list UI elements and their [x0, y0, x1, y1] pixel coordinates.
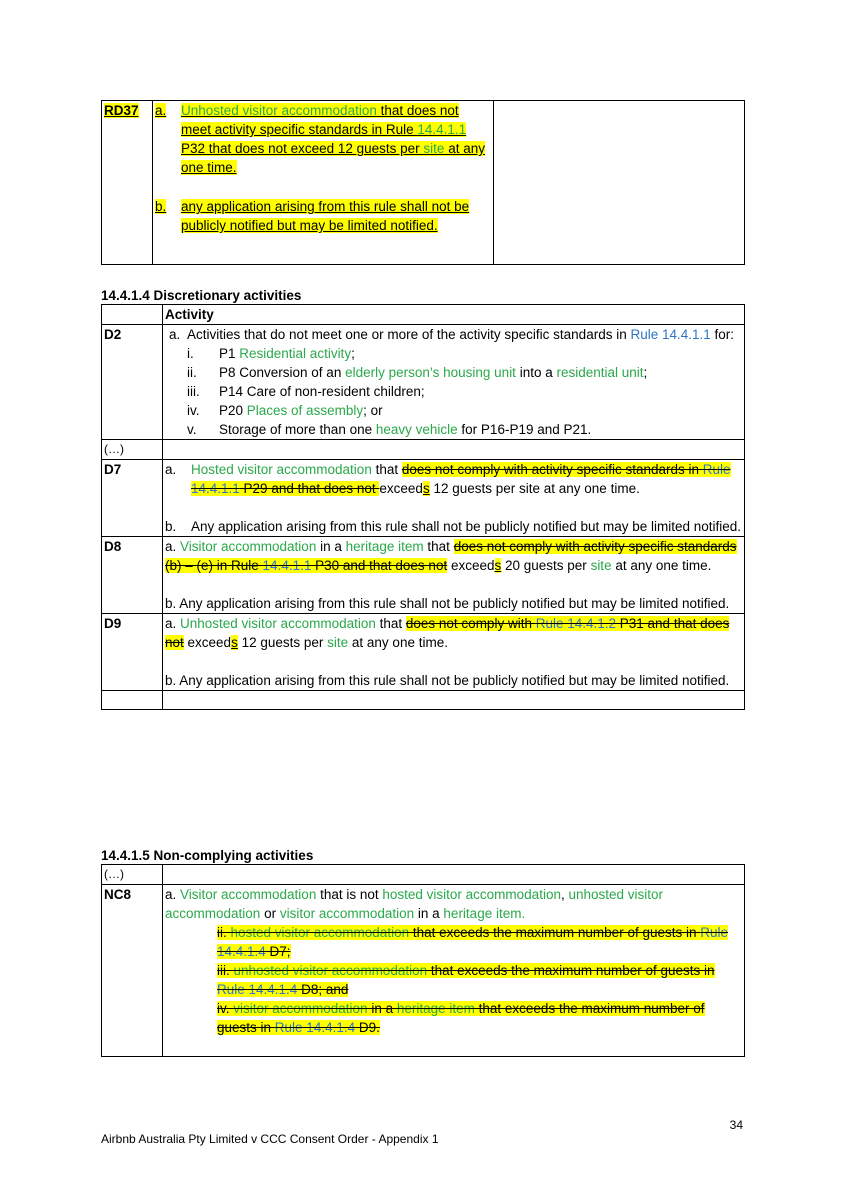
noncomplying-table [101, 864, 745, 1057]
d2-item-iii [187, 382, 742, 401]
rd37-code: RD37 [104, 103, 139, 118]
nc8-code-cell [102, 885, 163, 1057]
strike: P30 and that does not [311, 558, 448, 573]
t: 12 guests per site at any one time. [429, 481, 640, 496]
t: P8 Conversion of an [219, 365, 346, 380]
num: i. [187, 346, 194, 361]
va-link[interactable]: visitor accommodation [279, 906, 415, 921]
va-link[interactable]: visitor accommodation [233, 1001, 368, 1016]
t: D8; and [297, 982, 349, 997]
strike: does not comply with [405, 616, 536, 631]
nc8-item-a [165, 885, 742, 923]
t: ; or [363, 403, 383, 418]
rule-link[interactable]: Rule 14.4.1.4 [217, 982, 298, 997]
t: ; [643, 365, 648, 380]
t: at any one time. [611, 558, 712, 573]
d2-item-a [169, 325, 742, 439]
site-link[interactable]: site [423, 141, 445, 156]
d9-code-cell [102, 614, 163, 691]
num: iii. [187, 384, 200, 399]
num: ii. [187, 365, 197, 380]
nc8-item-iii [217, 961, 742, 999]
page-number: 34 [729, 1118, 743, 1132]
rd37-a-text: that does not meet activity specific standards in Rule [181, 103, 459, 137]
t: for P16-P19 and P21. [457, 422, 592, 437]
residential-unit-link[interactable]: residential unit [556, 365, 644, 380]
elderly-housing-link[interactable]: elderly person’s housing unit [345, 365, 516, 380]
ins: s [422, 481, 430, 496]
heritage-item-link[interactable]: heritage item [345, 539, 424, 554]
t: , [560, 887, 569, 902]
d9-text-cell [163, 614, 745, 691]
num: v. [187, 422, 197, 437]
nc8-text-cell [163, 885, 745, 1057]
t: that exceeds the maximum number of guests in [217, 1001, 705, 1035]
t: a. [165, 887, 181, 902]
d9-item-a [165, 614, 742, 652]
rd37-a-text3: at any one time. [181, 141, 485, 175]
nc-ellipsis-cell [102, 865, 163, 885]
unhosted-va-link[interactable]: unhosted visitor accommodation [233, 963, 428, 978]
heavy-vehicle-link[interactable]: heavy vehicle [375, 422, 458, 437]
t: a. [165, 616, 181, 631]
t: P1 [219, 346, 240, 361]
d2-code-cell [102, 325, 163, 440]
t: iv. [217, 1001, 234, 1016]
t: ; [351, 346, 355, 361]
d7-text-cell [163, 460, 745, 537]
ins: s [494, 558, 502, 573]
d7-b-label: b. [165, 519, 177, 534]
rd37-b-text: any application arising from this rule shall not be publicly notified but may be limited notified. [181, 199, 470, 233]
blank-cell [163, 691, 745, 710]
t: in a [367, 1001, 397, 1016]
nc8-item-iv [217, 999, 742, 1037]
t: iii. [217, 963, 234, 978]
discretionary-heading: 14.4.1.4 Discretionary activities [101, 288, 302, 303]
d9-rule-link[interactable]: Rule 14.4.1.2 [535, 616, 617, 631]
nc8-code: NC8 [104, 887, 132, 902]
t: in a [316, 539, 346, 554]
va-link[interactable]: Visitor accommodation [180, 539, 317, 554]
rd37-item-a [155, 101, 491, 177]
d7-a-label: a. [165, 462, 177, 477]
d9-code: D9 [104, 616, 122, 631]
d8-code: D8 [104, 539, 122, 554]
t: that [423, 539, 454, 554]
d7-rule-link[interactable]: Rule 14.4.1.1 [191, 462, 731, 496]
t: that is not [316, 887, 383, 902]
d7-b-text: Any application arising from this rule shall not be publicly notified but may be limited notified. [191, 519, 742, 534]
t: exceed [183, 635, 232, 650]
t: into a [515, 365, 557, 380]
t: or [260, 906, 280, 921]
ins: s [231, 635, 238, 650]
t: exceed [447, 558, 495, 573]
site-link[interactable]: site [327, 635, 349, 650]
t: 12 guests per [237, 635, 328, 650]
t: that exceeds the maximum number of guests in [427, 963, 715, 978]
d2-a-text2: for: [710, 327, 735, 342]
va-link[interactable]: Visitor accommodation [180, 887, 317, 902]
discretionary-table [101, 304, 745, 710]
ellipsis-text: (…) [104, 442, 124, 456]
rd37-item-b [155, 197, 491, 235]
t: that [375, 616, 406, 631]
strike: P31 and that does not [165, 616, 730, 650]
d8-item-a [165, 537, 742, 575]
d2-a-text: Activities that do not meet one or more of the activity specific standards in [187, 327, 631, 342]
footer-text: Airbnb Australia Pty Limited v CCC Consent Order - Appendix 1 [101, 1132, 439, 1146]
t: ii. [217, 925, 231, 940]
t: that exceeds the maximum number of guests in [409, 925, 701, 940]
d8-code-cell [102, 537, 163, 614]
d7-code: D7 [104, 462, 122, 477]
t: D9. [355, 1020, 380, 1035]
residential-activity-link[interactable]: Residential activity [239, 346, 352, 361]
d2-code: D2 [104, 327, 122, 342]
strike: does not comply with activity specific standards (b) – (e) in Rule [165, 539, 737, 573]
rd37-empty-cell [494, 101, 745, 265]
blank-cell [102, 691, 163, 710]
unhosted-va-link[interactable]: Unhosted visitor accommodation [180, 616, 376, 631]
strike: does not comply with activity specific standards in [401, 462, 703, 477]
hosted-va-link[interactable]: hosted visitor accommodation [382, 887, 561, 902]
t: that [371, 462, 402, 477]
activity-header-text: Activity [165, 307, 214, 322]
rd37-a-text2: P32 that does not exceed 12 guests per [181, 141, 424, 156]
heritage-item-link[interactable]: heritage item [396, 1001, 475, 1016]
ellipsis-empty [163, 440, 745, 460]
t: at any one time. [348, 635, 448, 650]
unhosted-va-link[interactable]: Unhosted visitor accommodation [181, 103, 377, 118]
activity-header [163, 305, 745, 325]
num: iv. [187, 403, 200, 418]
hosted-va-link[interactable]: hosted visitor accommodation [230, 925, 410, 940]
strike: P29 and that does not [239, 481, 380, 496]
rd37-text-cell [153, 101, 494, 265]
t: P20 [219, 403, 247, 418]
ellipsis-cell [102, 440, 163, 460]
d7-item-a [165, 460, 742, 498]
d9-item-b: b. Any application arising from this rule shall not be publicly notified but may be limited notified. [165, 673, 730, 688]
t: P14 Care of non-resident children; [219, 384, 425, 399]
d2-item-v [187, 420, 742, 439]
d2-item-iv [187, 401, 742, 420]
d7-code-cell [102, 460, 163, 537]
d2-item-ii [187, 363, 742, 382]
rule-link[interactable]: Rule 14.4.1.4 [274, 1020, 356, 1035]
d2-rule-link[interactable]: Rule 14.4.1.1 [630, 327, 711, 342]
nc8-item-ii [217, 923, 742, 961]
d2-a-label: a. [169, 327, 181, 342]
d8-rule-link[interactable]: 14.4.1.1 [262, 558, 312, 573]
rule-link[interactable]: Rule 14.4.1.4 [217, 925, 728, 959]
ellipsis-text: (…) [104, 867, 124, 881]
rd37-a-label: a. [155, 103, 167, 118]
d8-item-b: b. Any application arising from this rule shall not be publicly notified but may be limited notified. [165, 596, 730, 611]
nc-ellipsis-empty [163, 865, 745, 885]
noncomplying-heading: 14.4.1.5 Non-complying activities [101, 848, 314, 863]
d2-text-cell [163, 325, 745, 440]
places-of-assembly-link[interactable]: Places of assembly [246, 403, 364, 418]
rd37-code-cell [102, 101, 153, 265]
rd37-b-label: b. [155, 199, 167, 214]
heritage-item-link[interactable]: heritage item. [443, 906, 526, 921]
t: D7; [265, 944, 291, 959]
site-link[interactable]: site [590, 558, 612, 573]
t: in a [414, 906, 444, 921]
rule-link[interactable]: 14.4.1.1 [417, 122, 467, 137]
header-empty-cell [102, 305, 163, 325]
d7-item-b [165, 517, 742, 536]
t: Storage of more than one [219, 422, 376, 437]
t: 20 guests per [501, 558, 591, 573]
d2-item-i [187, 344, 742, 363]
hosted-va-link[interactable]: Hosted visitor accommodation [191, 462, 372, 477]
unhosted-va-link[interactable]: unhosted visitor accommodation [165, 887, 664, 921]
t: exceed [379, 481, 423, 496]
d8-text-cell [163, 537, 745, 614]
rd37-table [101, 100, 745, 265]
t: a. [165, 539, 181, 554]
